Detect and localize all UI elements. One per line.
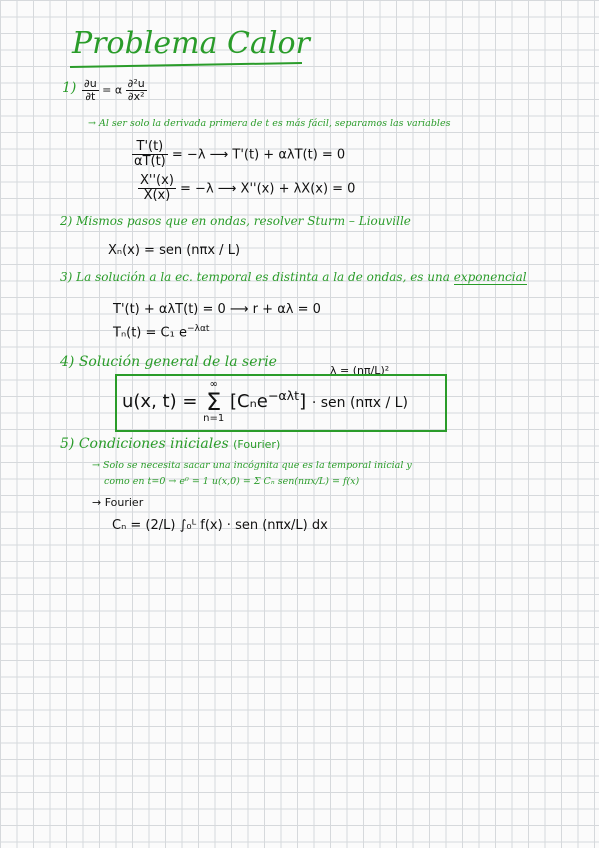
eq2-rest: = −λ ⟶ X''(x) + λX(x) = 0 xyxy=(180,181,356,197)
eq1-rest: = −λ ⟶ T'(t) + αλT(t) = 0 xyxy=(171,147,346,163)
pde-rhs-numerator: ∂²u xyxy=(127,77,145,90)
section-3-heading-text: 3) La solución a la ec. temporal es distinta a la de ondas, es una xyxy=(60,270,450,284)
pde-equals: = α xyxy=(102,83,123,97)
temporal-solution-base: Tₙ(t) = C₁ e xyxy=(113,325,187,341)
general-solution xyxy=(122,380,408,424)
section-3-heading-underlined: exponencial xyxy=(453,270,527,284)
eq1-denominator: αT(t) xyxy=(134,154,166,170)
bracket-exponent: −αλt xyxy=(267,388,300,403)
lambda-value: λ = (nπ/L)² xyxy=(330,364,390,377)
sum-lower-limit: n=1 xyxy=(203,413,225,424)
section-4-heading: 4) Solución general de la serie xyxy=(60,354,277,370)
temporal-solution-exponent: −λαt xyxy=(186,324,210,334)
sum-symbol xyxy=(203,380,224,424)
page-title: Problema Calor xyxy=(72,26,310,61)
pde-lhs-numerator: ∂u xyxy=(84,77,97,90)
eq1-numerator: T'(t) xyxy=(132,140,168,155)
section-1-number: 1) xyxy=(62,80,77,96)
section-5-note-2: como en t=0 → e⁰ = 1 u(x,0) = Σ Cₙ sen(nπx/L) = f(x) xyxy=(104,476,360,487)
fourier-label: → Fourier xyxy=(92,496,144,509)
section-5-heading-text: 5) Condiciones iniciales xyxy=(60,436,229,452)
section-5-note-1: → Solo se necesita sacar una incógnita que es la temporal inicial y xyxy=(92,460,412,471)
spatial-equation xyxy=(138,174,355,204)
fourier-coefficient: Cₙ = (2/L) ∫₀ᴸ f(x) · sen (nπx/L) dx xyxy=(112,518,328,533)
pde-rhs-denominator: ∂x² xyxy=(127,90,145,104)
eigenfunction-equation: Xₙ(x) = sen (nπx / L) xyxy=(108,243,241,258)
eq2-denominator: X(x) xyxy=(143,188,171,204)
title-underline xyxy=(70,62,302,68)
section-5-heading xyxy=(60,436,280,452)
temporal-solution xyxy=(113,324,210,340)
section-2-heading: 2) Mismos pasos que en ondas, resolver Sturm – Liouville xyxy=(60,214,411,228)
temporal-equation xyxy=(132,140,345,170)
heat-equation xyxy=(82,78,147,103)
general-solution-lhs: u(x, t) = xyxy=(122,391,198,412)
bracket-close: ] xyxy=(299,391,307,412)
general-solution-rhs: · sen (nπx / L) xyxy=(311,395,408,411)
sum-upper-limit: ∞ xyxy=(209,379,218,390)
bracket-base: [Cₙe xyxy=(229,391,268,412)
sigma-icon: Σ xyxy=(206,388,222,416)
pde-lhs-denominator: ∂t xyxy=(85,90,96,104)
section-1-note: → Al ser solo la derivada primera de t es más fácil, separamos las variables xyxy=(88,118,451,129)
eq2-numerator: X''(x) xyxy=(140,173,174,188)
temporal-ode: T'(t) + αλT(t) = 0 ⟶ r + αλ = 0 xyxy=(113,302,321,317)
section-5-heading-paren: (Fourier) xyxy=(233,438,281,451)
section-3-heading xyxy=(60,270,527,284)
